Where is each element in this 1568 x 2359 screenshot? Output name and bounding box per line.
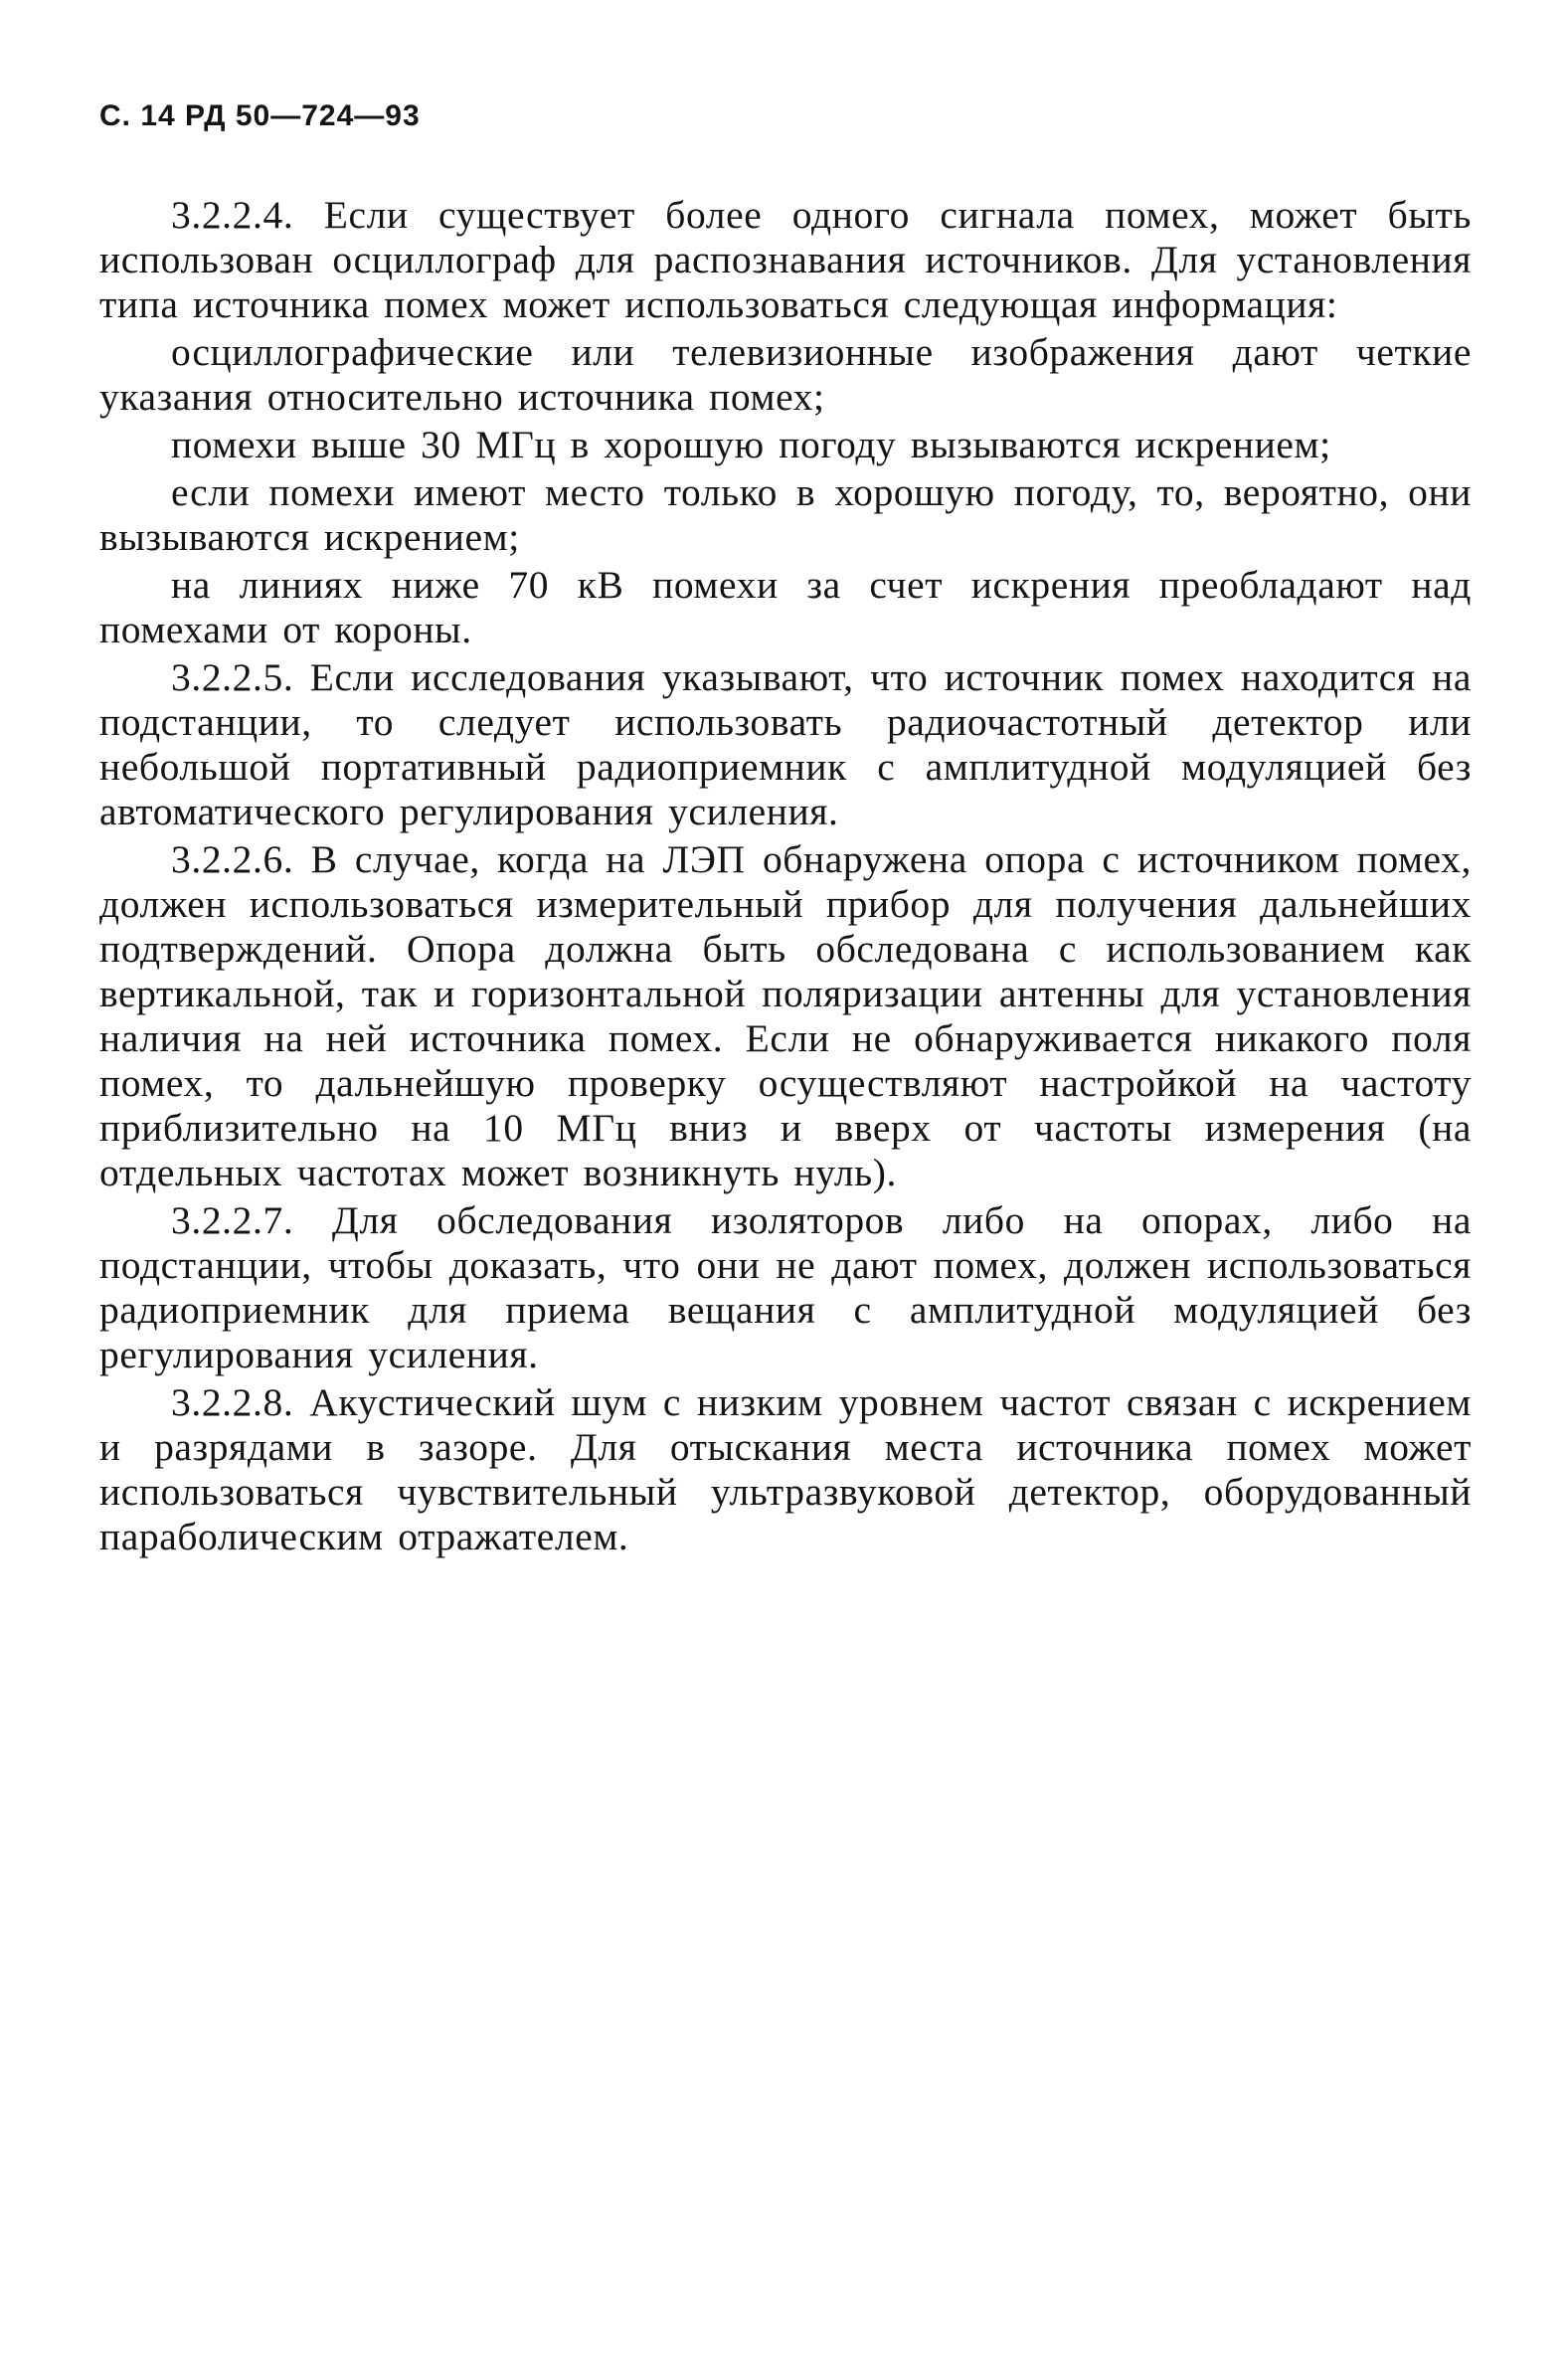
list-item-above-30mhz: помехи выше 30 МГц в хорошую погоду вызываются искрением; [171, 423, 1331, 466]
paragraph-3-2-2-8: 3.2.2.8. Акустический шум с низким уровнем частот связан с искрением и разрядами в зазоре. Для отыскания места источника помех может использоваться чувствительный ультразвуковой детектор, оборудованный параболическим отражателем. [99, 1380, 1472, 1558]
document-page [99, 99, 1472, 1559]
page-header: С. 14 РД 50—724—93 [99, 99, 421, 132]
list-item-good-weather: если помехи имеют место только в хорошую погоду, то, вероятно, они вызываются искрением; [99, 470, 1472, 559]
list-item-oscillograph: осциллографические или телевизионные изображения дают четкие указания относительно источника помех; [99, 330, 1472, 419]
paragraph-3-2-2-5: 3.2.2.5. Если исследования указывают, что источник помех находится на подстанции, то следует использовать радиочастотный детектор или небольшой портативный радиоприемник с амплитудной модуляцией без автоматического регулирования усиления. [99, 655, 1472, 833]
paragraph-3-2-2-7: 3.2.2.7. Для обследования изоляторов либо на опорах, либо на подстанции, чтобы доказать, что они не дают помех, должен использоваться радиоприемник для приема вещания с амплитудной модуляцией без регулирования усиления. [99, 1198, 1472, 1376]
paragraph-3-2-2-4: 3.2.2.4. Если существует более одного сигнала помех, может быть использован осциллограф для распознавания источников. Для установления типа источника помех может использоваться следующая информация: [99, 193, 1472, 326]
list-item-below-70kv: на линиях ниже 70 кВ помехи за счет искрения преобладают над помехами от короны. [99, 563, 1472, 651]
document-body [99, 193, 1472, 1559]
paragraph-3-2-2-6: 3.2.2.6. В случае, когда на ЛЭП обнаружена опора с источником помех, должен использоваться измерительный прибор для получения дальнейших подтверждений. Опора должна быть обследована с использованием как вертикальной, так и горизонтальной поляризации антенны для установления наличия на ней источника помех. Если не обнаруживается никакого поля помех, то дальнейшую проверку осуществляют настройкой на частоту приблизительно на 10 МГц вниз и вверх от частоты измерения (на отдельных частотах может возникнуть нуль). [99, 837, 1472, 1194]
